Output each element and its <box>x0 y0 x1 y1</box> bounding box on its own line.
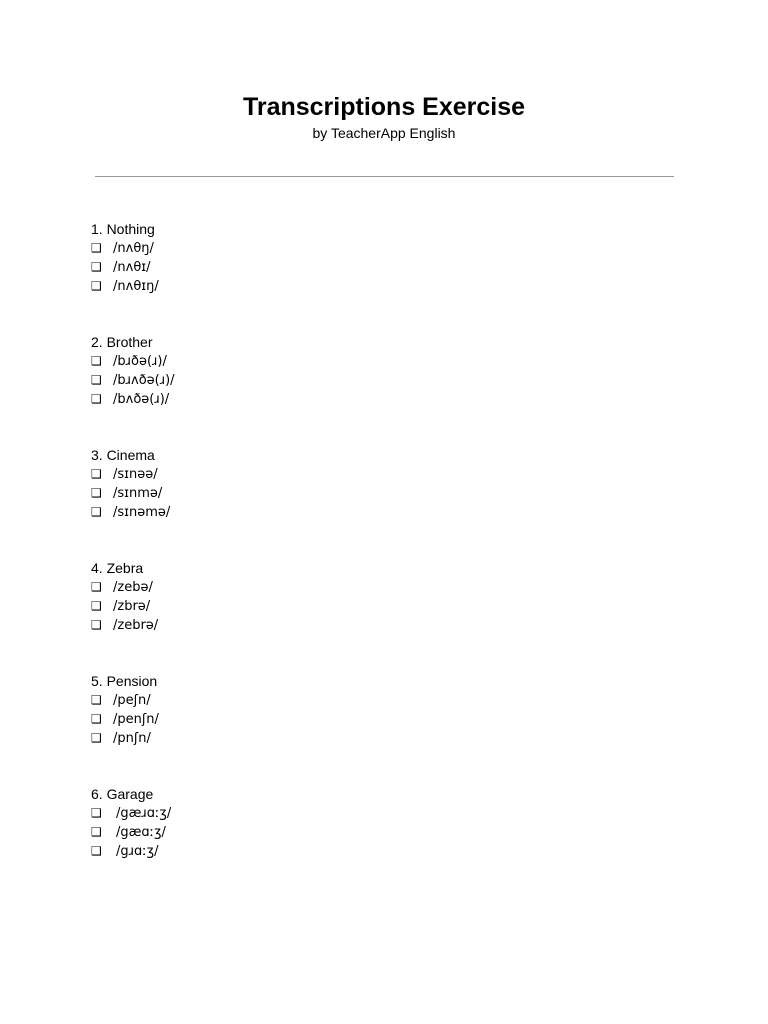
checkbox-icon[interactable]: ❑ <box>91 712 102 726</box>
answer-option[interactable] <box>91 823 691 842</box>
question-3 <box>91 446 691 559</box>
answer-option[interactable] <box>91 258 691 277</box>
question-label: 2. Brother <box>91 334 153 350</box>
option-text: /gɹɑːʒ/ <box>116 844 159 859</box>
checkbox-icon[interactable]: ❑ <box>91 354 102 368</box>
option-text: /nʌθŋ/ <box>113 241 154 256</box>
question-label: 6. Garage <box>91 786 154 802</box>
option-text: /bɹʌðə(ɹ)/ <box>113 373 175 388</box>
checkbox-icon[interactable]: ❑ <box>91 618 102 632</box>
checkbox-icon[interactable]: ❑ <box>91 599 102 613</box>
answer-option[interactable] <box>91 729 691 748</box>
checkbox-icon[interactable]: ❑ <box>91 806 102 820</box>
question-list <box>91 220 691 898</box>
answer-option[interactable] <box>91 390 691 409</box>
answer-option[interactable] <box>91 239 691 258</box>
question-label: 5. Pension <box>91 673 158 689</box>
option-text: /penʃn/ <box>113 712 159 727</box>
option-text: /nʌθɪŋ/ <box>113 279 159 294</box>
option-text: /nʌθɪ/ <box>113 260 151 275</box>
checkbox-icon[interactable]: ❑ <box>91 486 102 500</box>
question-6 <box>91 785 691 898</box>
answer-option[interactable] <box>91 597 691 616</box>
answer-option[interactable] <box>91 465 691 484</box>
answer-option[interactable] <box>91 691 691 710</box>
checkbox-icon[interactable]: ❑ <box>91 260 102 274</box>
question-2 <box>91 333 691 446</box>
checkbox-icon[interactable]: ❑ <box>91 241 102 255</box>
answer-option[interactable] <box>91 578 691 597</box>
checkbox-icon[interactable]: ❑ <box>91 373 102 387</box>
question-label: 1. Nothing <box>91 221 155 237</box>
question-1 <box>91 220 691 333</box>
option-text: /zbrə/ <box>113 599 151 614</box>
answer-option[interactable] <box>91 842 691 861</box>
option-text: /bɹðə(ɹ)/ <box>113 354 167 369</box>
option-text: /sɪnəmə/ <box>113 505 171 520</box>
page-title: Transcriptions Exercise <box>242 93 526 121</box>
option-text: /bʌðə(ɹ)/ <box>113 392 170 407</box>
answer-option[interactable] <box>91 352 691 371</box>
option-text: /sɪnəə/ <box>113 467 158 482</box>
checkbox-icon[interactable]: ❑ <box>91 731 102 745</box>
option-text: /sɪnmə/ <box>113 486 163 501</box>
option-text: /pnʃn/ <box>113 731 151 746</box>
checkbox-icon[interactable]: ❑ <box>91 580 102 594</box>
option-text: /peʃn/ <box>113 693 151 708</box>
answer-option[interactable] <box>91 371 691 390</box>
checkbox-icon[interactable]: ❑ <box>91 392 102 406</box>
question-label: 3. Cinema <box>91 447 155 463</box>
answer-option[interactable] <box>91 503 691 522</box>
page-subtitle: by TeacherApp English <box>312 125 456 141</box>
option-text: /gæɑːʒ/ <box>116 825 166 840</box>
answer-option[interactable] <box>91 710 691 729</box>
checkbox-icon[interactable]: ❑ <box>91 844 102 858</box>
checkbox-icon[interactable]: ❑ <box>91 505 102 519</box>
header-divider <box>95 176 674 177</box>
document-header <box>0 90 768 142</box>
answer-option[interactable] <box>91 277 691 296</box>
answer-option[interactable] <box>91 484 691 503</box>
option-text: /zebrə/ <box>113 618 159 633</box>
option-text: /zebə/ <box>113 580 153 595</box>
question-label: 4. Zebra <box>91 560 144 576</box>
answer-option[interactable] <box>91 616 691 635</box>
checkbox-icon[interactable]: ❑ <box>91 467 102 481</box>
question-4 <box>91 559 691 672</box>
answer-option[interactable] <box>91 804 691 823</box>
checkbox-icon[interactable]: ❑ <box>91 279 102 293</box>
option-text: /gæɹɑːʒ/ <box>116 806 172 821</box>
checkbox-icon[interactable]: ❑ <box>91 693 102 707</box>
checkbox-icon[interactable]: ❑ <box>91 825 102 839</box>
question-5 <box>91 672 691 785</box>
